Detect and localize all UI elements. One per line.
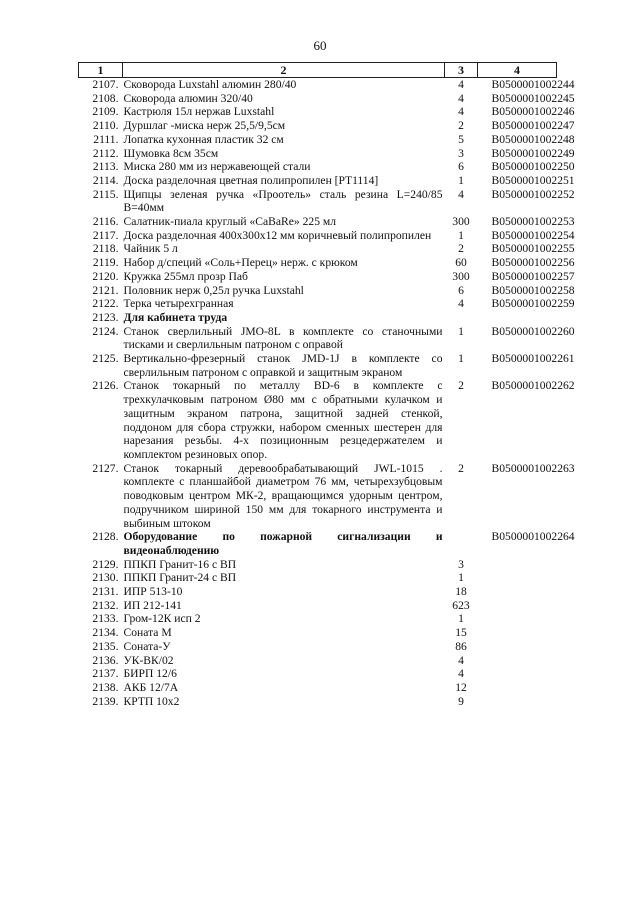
row-quantity: 3	[458, 146, 464, 160]
table-row	[79, 215, 557, 229]
row-quantity: 1	[458, 324, 464, 338]
row-name: КРТП 10х2	[123, 694, 180, 708]
row-name: Шумовка 8см 35см	[123, 146, 219, 160]
row-quantity: 4	[458, 653, 464, 667]
row-number: 2113.	[92, 160, 119, 174]
row-number: 2123.	[92, 310, 119, 324]
row-name: Для кабинета труда	[123, 310, 228, 324]
row-number: 2121.	[92, 283, 119, 297]
row-quantity: 5	[458, 132, 464, 146]
table-row	[79, 585, 557, 599]
row-code: B0500001002258	[491, 283, 575, 297]
row-name: Соната М	[123, 626, 172, 640]
row-quantity: 2	[458, 119, 464, 133]
table-row	[79, 695, 557, 709]
table-row	[79, 530, 557, 557]
row-quantity: 1	[458, 571, 464, 585]
table-row	[79, 599, 557, 613]
row-name: ППКП Гранит-24 с ВП	[123, 571, 237, 585]
row-name: Миска 280 мм из нержавеющей стали	[123, 160, 311, 174]
table-row	[79, 188, 557, 215]
table-row	[79, 284, 557, 298]
row-code: B0500001002264	[491, 530, 575, 544]
row-quantity: 86	[455, 639, 467, 653]
row-name: Оборудование по пожарной сигнализации и видеонаблюдению	[123, 530, 443, 557]
row-number: 2109.	[92, 105, 119, 119]
row-quantity: 1	[458, 352, 464, 366]
table-row	[79, 681, 557, 695]
row-name: Лопатка кухонная пластик 32 см	[123, 132, 284, 146]
row-quantity: 300	[452, 215, 470, 229]
row-code: B0500001002248	[491, 132, 575, 146]
row-name: Половник нерж 0,25л ручка Luxstahl	[123, 283, 304, 297]
row-number: 2122.	[92, 297, 119, 311]
table-row	[79, 297, 557, 311]
row-number: 2107.	[92, 78, 119, 91]
table-row	[79, 256, 557, 270]
row-code	[478, 695, 557, 709]
table-row	[79, 92, 557, 106]
row-name: Чайник 5 л	[123, 242, 178, 256]
row-code: B0500001002252	[491, 187, 575, 201]
row-name: АКБ 12/7А	[123, 680, 179, 694]
row-code: B0500001002251	[491, 173, 575, 187]
row-quantity: 623	[452, 598, 470, 612]
table-header	[79, 63, 557, 78]
row-name: БИРП 12/6	[123, 667, 177, 681]
table-body	[79, 78, 575, 709]
row-number: 2133.	[92, 612, 119, 626]
row-quantity: 4	[458, 187, 464, 201]
row-code: B0500001002245	[491, 91, 575, 105]
row-number: 2138.	[92, 680, 119, 694]
row-number: 2132.	[92, 598, 119, 612]
row-code: B0500001002253	[491, 215, 575, 229]
table-row	[79, 667, 557, 681]
row-code: B0500001002254	[491, 228, 575, 242]
row-name: Вертикально-фрезерный станок JMD-1J в комплекте со сверлильным патроном с оправкой и защитным экраном	[123, 352, 443, 379]
row-code	[478, 640, 557, 654]
row-name: Станок токарный деревообрабатывающий JWL-1015 . комплекте с планшайбой диаметром 76 мм, четырехзубцовым поводковым центром МК-2, вращающимся удорным центром, подручником шириной 150 мм для токарного инструмента и выбиным штоком	[123, 461, 443, 530]
row-quantity	[445, 530, 478, 557]
row-code: B0500001002257	[491, 269, 575, 283]
table-row	[79, 119, 557, 133]
row-number: 2128.	[92, 530, 119, 544]
row-quantity	[445, 311, 478, 325]
row-quantity: 6	[458, 160, 464, 174]
header-col-2: 2	[123, 63, 445, 78]
row-code: B0500001002262	[491, 379, 575, 393]
row-code	[478, 585, 557, 599]
row-code: B0500001002246	[491, 105, 575, 119]
row-number: 2131.	[92, 585, 119, 599]
table-row	[79, 242, 557, 256]
table-row	[79, 325, 557, 352]
table-row	[79, 640, 557, 654]
row-name: Доска разделочная 400х300х12 мм коричневый полипропилен	[123, 228, 432, 242]
row-quantity: 18	[455, 585, 467, 599]
row-code: B0500001002259	[491, 297, 575, 311]
row-code: B0500001002247	[491, 119, 575, 133]
row-number: 2114.	[92, 173, 119, 187]
row-quantity: 4	[458, 667, 464, 681]
table-row	[79, 558, 557, 572]
row-name: Кружка 255мл прозр Паб	[123, 269, 248, 283]
row-quantity: 3	[458, 557, 464, 571]
row-code	[478, 626, 557, 640]
row-name: Гром-12К исп 2	[123, 612, 201, 626]
inventory-table	[78, 62, 575, 708]
row-number: 2119.	[92, 256, 119, 270]
row-code: B0500001002255	[491, 242, 575, 256]
row-number: 2130.	[92, 571, 119, 585]
row-name: ИП 212-141	[123, 598, 182, 612]
row-code	[478, 681, 557, 695]
header-col-3: 3	[445, 63, 478, 78]
row-quantity: 15	[455, 626, 467, 640]
row-name: Набор д/специй «Соль+Перец» нерж. с крюком	[123, 256, 358, 270]
row-quantity: 6	[458, 283, 464, 297]
row-quantity: 4	[458, 78, 464, 91]
row-code: B0500001002261	[491, 352, 575, 366]
row-code	[478, 599, 557, 613]
row-number: 2110.	[92, 119, 119, 133]
row-quantity: 2	[458, 242, 464, 256]
row-number: 2115.	[92, 187, 119, 201]
row-number: 2108.	[92, 91, 119, 105]
row-code	[478, 311, 557, 325]
row-code: B0500001002263	[491, 461, 575, 475]
table-row	[79, 612, 557, 626]
row-code	[478, 558, 557, 572]
row-quantity: 1	[458, 612, 464, 626]
row-name: Соната-У	[123, 639, 171, 653]
row-quantity: 60	[455, 256, 467, 270]
row-quantity: 12	[455, 680, 467, 694]
row-number: 2135.	[92, 639, 119, 653]
row-number: 2112.	[92, 146, 119, 160]
row-code	[478, 612, 557, 626]
table-row	[79, 105, 557, 119]
table-row	[79, 174, 557, 188]
row-name: Доска разделочная цветная полипропилен [PT1114]	[123, 173, 379, 187]
table-row	[79, 160, 557, 174]
row-code	[478, 571, 557, 585]
row-number: 2117.	[92, 228, 119, 242]
row-name: Сковорода алюмин 320/40	[123, 91, 253, 105]
row-number: 2116.	[92, 215, 119, 229]
table-row	[79, 571, 557, 585]
row-quantity: 2	[458, 379, 464, 393]
row-code: B0500001002256	[491, 256, 575, 270]
table-row	[79, 147, 557, 161]
row-number: 2111.	[93, 132, 119, 146]
header-col-1: 1	[79, 63, 123, 78]
row-quantity: 1	[458, 228, 464, 242]
table-row	[79, 379, 557, 461]
row-number: 2137.	[92, 667, 119, 681]
row-name: Дуршлаг -миска нерж 25,5/9,5см	[123, 119, 286, 133]
row-number: 2120.	[92, 269, 119, 283]
row-name: Станок токарный по металлу BD-6 в комплекте с трехкулачковым патроном Ø80 мм с обратными кулачком и защитным экраном патрона, защитной задней стенкой, поддоном для сбора стружки, набором сменных шестерен для нарезания резьбы. 4-х позиционным резцедержателем и комплектом резиновых опор.	[123, 379, 443, 461]
row-name: ППКП Гранит-16 с ВП	[123, 557, 237, 571]
row-name: Сковорода Luxstahl алюмин 280/40	[123, 78, 297, 91]
row-quantity: 9	[458, 694, 464, 708]
row-code: B0500001002244	[491, 78, 575, 91]
table-row	[79, 311, 557, 325]
row-number: 2126.	[92, 379, 119, 393]
row-code	[478, 654, 557, 668]
table-row	[79, 229, 557, 243]
row-name: Терка четырехгранная	[123, 297, 234, 311]
row-name: Салатник-пиала круглый «CaBaRe» 225 мл	[123, 215, 337, 229]
row-number: 2127.	[92, 461, 119, 475]
table-row	[79, 133, 557, 147]
page-number: 60	[313, 38, 327, 53]
row-quantity: 1	[458, 173, 464, 187]
row-number: 2118.	[92, 242, 119, 256]
row-number: 2129.	[92, 557, 119, 571]
row-number: 2136.	[92, 653, 119, 667]
table-row	[79, 654, 557, 668]
table-row	[79, 270, 557, 284]
row-number: 2125.	[92, 352, 119, 366]
table-row	[79, 78, 557, 92]
row-quantity: 4	[458, 105, 464, 119]
row-quantity: 300	[452, 269, 470, 283]
row-name: ИПР 513-10	[123, 585, 183, 599]
row-number: 2124.	[92, 324, 119, 338]
row-code: B0500001002260	[491, 324, 575, 338]
row-number: 2139.	[92, 694, 119, 708]
row-quantity: 4	[458, 91, 464, 105]
row-name: Станок сверлильный JMO-8L в комплекте со станочными тисками и сверлильным патроном с оправой	[123, 324, 443, 352]
row-code	[478, 667, 557, 681]
table-row	[79, 626, 557, 640]
row-name: Кастрюля 15л нержав Luxstahl	[123, 105, 275, 119]
row-code: B0500001002249	[491, 146, 575, 160]
row-code: B0500001002250	[491, 160, 575, 174]
row-quantity: 2	[458, 461, 464, 475]
row-quantity: 4	[458, 297, 464, 311]
header-col-4: 4	[478, 63, 557, 78]
row-name: Щипцы зеленая ручка «Проотель» сталь резина L=240/85 B=40мм	[123, 187, 443, 215]
table-row	[79, 352, 557, 379]
row-number: 2134.	[92, 626, 119, 640]
table-row	[79, 462, 557, 531]
row-name: УК-ВК/02	[123, 653, 174, 667]
